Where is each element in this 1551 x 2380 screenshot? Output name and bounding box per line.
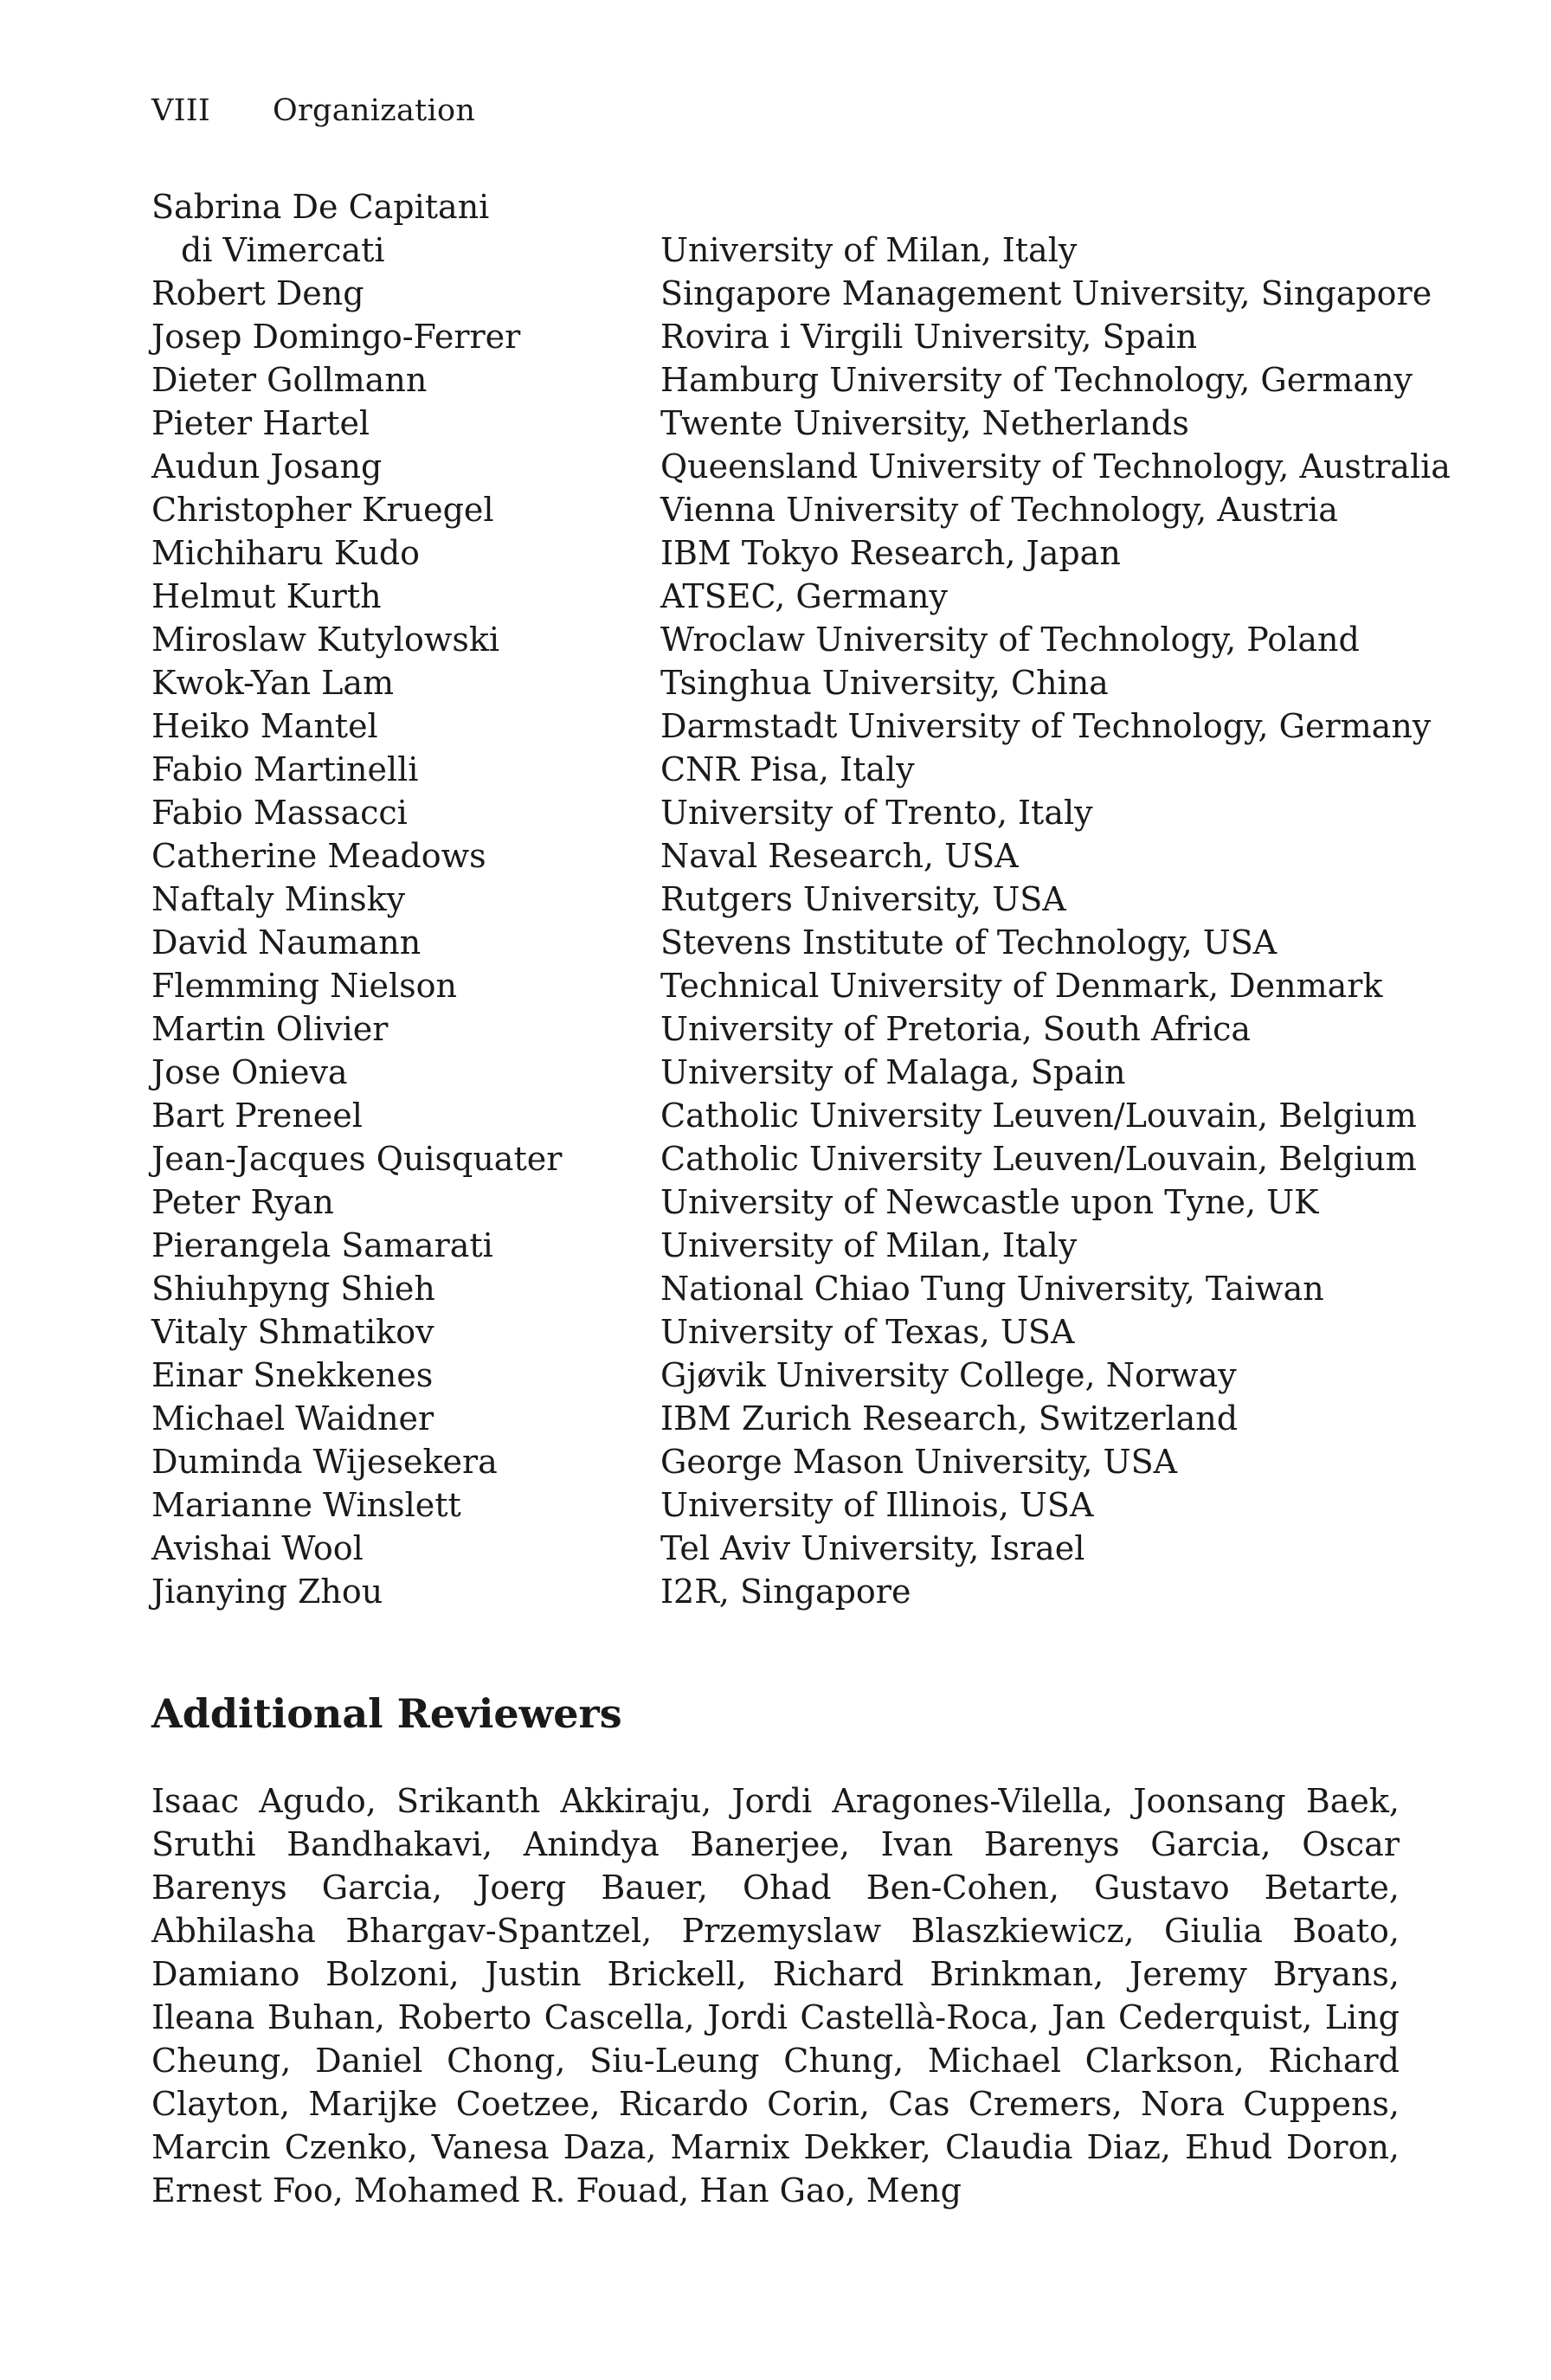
member-name: Martin Olivier — [151, 1010, 389, 1048]
member-affiliation: National Chiao Tung University, Taiwan — [660, 1270, 1324, 1308]
committee-entry — [151, 704, 1432, 748]
committee-entry — [151, 1354, 1406, 1397]
member-name: Pierangela Samarati — [151, 1226, 493, 1264]
member-name: David Naumann — [151, 923, 422, 962]
member-name: Dieter Gollmann — [151, 361, 428, 399]
member-affiliation: Stevens Institute of Technology, USA — [660, 923, 1277, 962]
section-heading: Additional Reviewers — [151, 1690, 622, 1737]
member-name: Michael Waidner — [151, 1399, 434, 1438]
page-number: VIII — [151, 93, 210, 128]
member-affiliation: Vienna University of Technology, Austria — [660, 491, 1338, 529]
committee-entry — [151, 1224, 1406, 1267]
member-name: Robert Deng — [151, 274, 364, 312]
program-committee-list — [151, 185, 1451, 1613]
committee-entry — [151, 1527, 1406, 1570]
member-affiliation: University of Texas, USA — [660, 1313, 1075, 1351]
committee-entry — [151, 1483, 1406, 1527]
member-name: Audun Josang — [151, 447, 383, 486]
member-affiliation: Rovira i Virgili University, Spain — [660, 318, 1198, 356]
committee-entry — [151, 834, 1406, 878]
member-affiliation: IBM Zurich Research, Switzerland — [660, 1399, 1239, 1438]
committee-entry — [151, 964, 1406, 1007]
committee-entry — [151, 921, 1406, 964]
committee-entry — [151, 878, 1406, 921]
committee-entry — [151, 531, 1406, 575]
committee-entry — [151, 1094, 1417, 1137]
committee-entry — [151, 358, 1413, 402]
committee-entry — [151, 1051, 1406, 1094]
committee-entry — [151, 1310, 1406, 1354]
committee-entry — [151, 618, 1406, 661]
member-affiliation: George Mason University, USA — [660, 1443, 1178, 1481]
member-affiliation: Wroclaw University of Technology, Poland — [660, 621, 1360, 659]
member-name: Catherine Meadows — [151, 837, 486, 875]
member-name: Helmut Kurth — [151, 577, 382, 615]
running-head-title: Organization — [273, 93, 476, 128]
member-name: Jianying Zhou — [151, 1573, 383, 1611]
member-name: Kwok-Yan Lam — [151, 664, 395, 702]
member-name: Heiko Mantel — [151, 707, 378, 745]
member-name: Jose Onieva — [151, 1053, 348, 1091]
member-name: Peter Ryan — [151, 1183, 334, 1221]
committee-entry — [151, 185, 1406, 228]
member-affiliation: University of Milan, Italy — [660, 231, 1078, 269]
member-name: Bart Preneel — [151, 1097, 363, 1135]
member-affiliation: University of Malaga, Spain — [660, 1053, 1126, 1091]
member-affiliation: Rutgers University, USA — [660, 880, 1066, 918]
member-affiliation: University of Trento, Italy — [660, 794, 1093, 832]
member-name: Vitaly Shmatikov — [151, 1313, 434, 1351]
member-name: Josep Domingo-Ferrer — [151, 318, 521, 356]
committee-entry — [151, 272, 1432, 315]
member-affiliation: Tel Aviv University, Israel — [660, 1529, 1085, 1567]
member-affiliation: Naval Research, USA — [660, 837, 1019, 875]
member-affiliation: Tsinghua University, China — [660, 664, 1109, 702]
member-affiliation: Gjøvik University College, Norway — [660, 1356, 1237, 1394]
committee-entry — [151, 575, 1406, 618]
additional-reviewers-text: Isaac Agudo, Srikanth Akkiraju, Jordi Aragones-Vilella, Joonsang Baek, Sruthi Bandhakavi, Anindya Banerjee, Ivan Barenys Garcia, Oscar Barenys Garcia, Joerg Bauer, Ohad Ben-Cohen, Gustavo Betarte, Abhilasha Bhargav-Spantzel, Przemyslaw Blaszkiewicz, Giulia Boato, Damiano Bolzoni, Justin Brickell, Richard Brinkman, Jeremy Bryans, Ileana Buhan, Roberto Cascella, Jordi Castellà-Roca, Jan Cederquist, Ling Cheung, Daniel Chong, Siu-Leung Chung, Michael Clarkson, Richard Clayton, Marijke Coetzee, Ricardo Corin, Cas Cremers, Nora Cuppens, Marcin Czenko, Vanesa Daza, Marnix Dekker, Claudia Diaz, Ehud Doron, Ernest Foo, Mohamed R. Fouad, Han Gao, Meng — [151, 1782, 1400, 2210]
member-name: Sabrina De Capitani — [151, 188, 490, 226]
member-affiliation: Twente University, Netherlands — [660, 404, 1189, 442]
member-name: Fabio Martinelli — [151, 750, 419, 788]
committee-entry — [151, 748, 1406, 791]
member-name: Naftaly Minsky — [151, 880, 406, 918]
member-name: Fabio Massacci — [151, 794, 408, 832]
committee-members — [151, 272, 1451, 1613]
committee-entry — [151, 402, 1406, 445]
member-affiliation: Technical University of Denmark, Denmark — [660, 967, 1383, 1005]
member-name: Flemming Nielson — [151, 967, 458, 1005]
member-name: Avishai Wool — [151, 1529, 364, 1567]
committee-entry — [151, 445, 1451, 488]
member-name: Michiharu Kudo — [151, 534, 421, 572]
member-affiliation: University of Newcastle upon Tyne, UK — [660, 1183, 1319, 1221]
member-affiliation: University of Milan, Italy — [660, 1226, 1078, 1264]
committee-entry-continued — [151, 228, 1406, 272]
member-affiliation: Catholic University Leuven/Louvain, Belgium — [660, 1140, 1417, 1178]
member-affiliation: Catholic University Leuven/Louvain, Belgium — [660, 1097, 1417, 1135]
committee-entry — [151, 1397, 1406, 1440]
member-affiliation: Singapore Management University, Singapore — [660, 274, 1432, 312]
member-affiliation: ATSEC, Germany — [660, 577, 948, 615]
member-affiliation: Hamburg University of Technology, Germany — [660, 361, 1413, 399]
committee-entry — [151, 791, 1406, 834]
member-affiliation: Queensland University of Technology, Australia — [660, 447, 1451, 486]
member-affiliation: University of Illinois, USA — [660, 1486, 1094, 1524]
member-name: Einar Snekkenes — [151, 1356, 434, 1394]
committee-entry — [151, 1180, 1406, 1224]
committee-entry — [151, 661, 1406, 704]
committee-entry — [151, 488, 1406, 531]
member-name: Jean-Jacques Quisquater — [151, 1140, 563, 1178]
committee-entry — [151, 1440, 1406, 1483]
committee-entry — [151, 1570, 1406, 1613]
member-affiliation: Darmstadt University of Technology, Germany — [660, 707, 1432, 745]
committee-entry — [151, 1267, 1406, 1310]
running-head — [151, 93, 475, 128]
member-name: Duminda Wijesekera — [151, 1443, 498, 1481]
member-name: Christopher Kruegel — [151, 491, 494, 529]
member-name: Miroslaw Kutylowski — [151, 621, 500, 659]
committee-entry — [151, 1007, 1406, 1051]
member-name: Shiuhpyng Shieh — [151, 1270, 435, 1308]
committee-entry — [151, 315, 1406, 358]
member-affiliation: IBM Tokyo Research, Japan — [660, 534, 1121, 572]
member-affiliation: CNR Pisa, Italy — [660, 750, 915, 788]
member-affiliation: I2R, Singapore — [660, 1573, 911, 1611]
member-name-continued: di Vimercati — [181, 231, 385, 269]
member-name: Marianne Winslett — [151, 1486, 461, 1524]
member-name: Pieter Hartel — [151, 404, 370, 442]
committee-entry — [151, 1137, 1417, 1180]
member-affiliation: University of Pretoria, South Africa — [660, 1010, 1252, 1048]
